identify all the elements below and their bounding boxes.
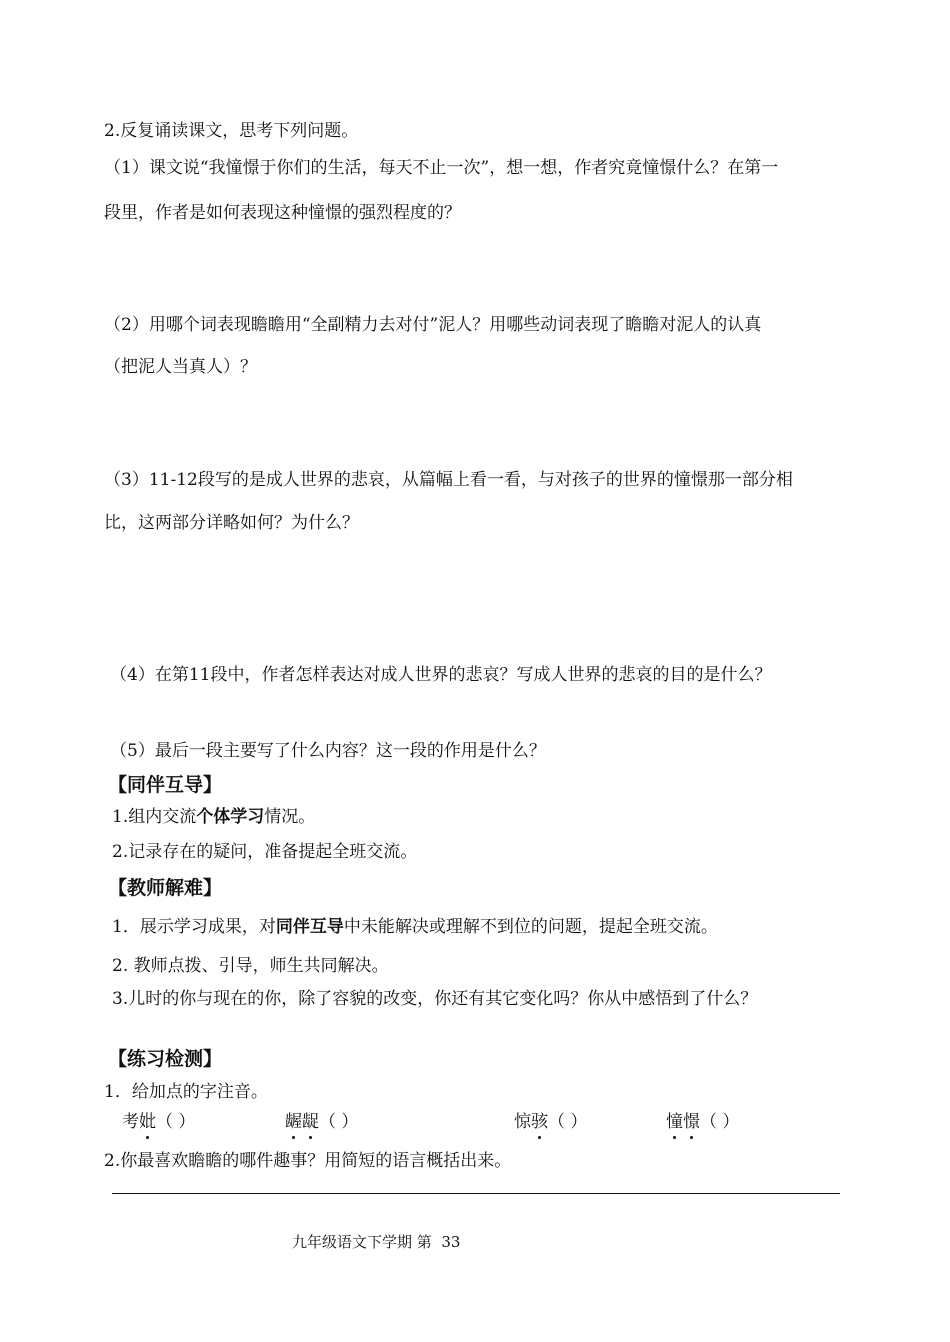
- peer-item-1-bold: 个体学习: [196, 807, 265, 827]
- question-2-line-1: （2）用哪个词表现瞻瞻用“全副精力去对付”泥人？用哪些动词表现了瞻瞻对泥人的认真: [104, 315, 762, 335]
- teacher-item-3: 3.儿时的你与现在的你，除了容貌的改变，你还有其它变化吗？你从中感悟到了什么？: [112, 989, 758, 1009]
- question-3-line-2: 比，这两部分详略如何？为什么？: [104, 513, 359, 533]
- teacher-heading: 【教师解难】: [108, 877, 223, 899]
- question-5: （5）最后一段主要写了什么内容？这一段的作用是什么？: [110, 741, 546, 761]
- peer-item-1-prefix: 1.组内交流: [112, 807, 197, 827]
- pinyin-item-2: [285, 1111, 358, 1133]
- teacher-item-2: 2. 教师点拨、引导，师生共同解决。: [112, 956, 389, 976]
- practice-heading: 【练习检测】: [108, 1048, 223, 1070]
- pinyin-char-4b-dotted: 憬: [683, 1112, 700, 1132]
- teacher-item-1: [112, 916, 718, 938]
- question-3-line-1: （3）11-12段写的是成人世界的悲哀，从篇幅上看一看，与对孩子的世界的憧憬那一部分相: [104, 470, 793, 490]
- peer-item-1-suffix: 情况。: [264, 807, 316, 827]
- practice-item-1: 1．给加点的字注音。: [104, 1082, 268, 1102]
- question-1-line-2: 段里，作者是如何表现这种憧憬的强烈程度的？: [104, 203, 461, 223]
- pinyin-blank-1[interactable]: （ ）: [156, 1112, 196, 1132]
- question-4: （4）在第11段中，作者怎样表达对成人世界的悲哀？写成人世界的悲哀的目的是什么？: [110, 665, 772, 685]
- pinyin-char-3a: 惊: [514, 1112, 531, 1132]
- teacher-item-1-bold: 同伴互导: [275, 917, 344, 937]
- teacher-item-1-suffix: 中未能解决或理解不到位的问题，提起全班交流。: [343, 917, 718, 937]
- pinyin-blank-3[interactable]: （ ）: [548, 1112, 588, 1132]
- pinyin-char-2a-dotted: 龌: [285, 1112, 302, 1132]
- footer-page-number: 33: [441, 1233, 461, 1251]
- practice-item-2: 2.你最喜欢瞻瞻的哪件趣事？用简短的语言概括出来。: [104, 1151, 512, 1171]
- question-1-line-1: （1）课文说“我憧憬于你们的生活，每天不止一次”，想一想，作者究竟憧憬什么？在第一: [104, 158, 779, 178]
- pinyin-char-2b-dotted: 龊: [302, 1112, 319, 1132]
- intro-line: 2.反复诵读课文，思考下列问题。: [104, 121, 359, 141]
- footer-text: 九年级语文下学期 第: [292, 1233, 432, 1251]
- page-footer: [292, 1232, 460, 1252]
- question-2-line-2: （把泥人当真人）？: [104, 357, 257, 377]
- pinyin-item-3: [514, 1111, 587, 1133]
- pinyin-blank-4[interactable]: （ ）: [700, 1112, 740, 1132]
- teacher-item-1-prefix: 1．展示学习成果，对: [112, 917, 276, 937]
- pinyin-item-4: [666, 1111, 739, 1133]
- pinyin-char-3b-dotted: 骇: [531, 1112, 548, 1132]
- pinyin-char-4a-dotted: 憧: [666, 1112, 683, 1132]
- pinyin-blank-2[interactable]: （ ）: [319, 1112, 359, 1132]
- pinyin-char-1b-dotted: 妣: [139, 1112, 156, 1132]
- peer-item-2: 2.记录存在的疑问，准备提起全班交流。: [112, 842, 418, 862]
- peer-heading: 【同伴互导】: [108, 774, 223, 796]
- answer-line[interactable]: [112, 1193, 840, 1194]
- peer-item-1: [112, 806, 315, 828]
- pinyin-item-1: [122, 1111, 195, 1133]
- pinyin-char-1a: 考: [122, 1112, 139, 1132]
